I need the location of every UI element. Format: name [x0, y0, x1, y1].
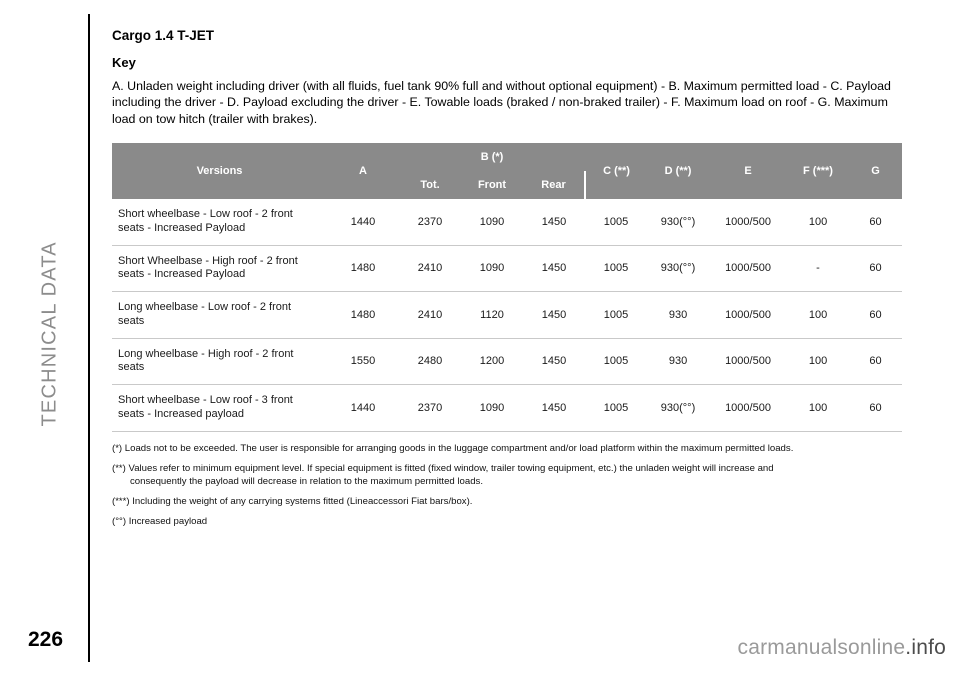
- header-b: B (*): [399, 143, 585, 171]
- watermark-suffix: .info: [905, 636, 946, 659]
- cell-d: 930: [647, 292, 709, 339]
- footnote-double-asterisk: [112, 462, 902, 490]
- table-body: [112, 199, 902, 431]
- header-b-tot: Tot.: [399, 171, 461, 199]
- cell-g: 60: [849, 199, 902, 245]
- cell-b-tot: 2370: [399, 385, 461, 432]
- table-footnotes: [112, 442, 902, 530]
- cell-b-rear: 1450: [523, 245, 585, 292]
- cell-c: 1005: [585, 245, 647, 292]
- table-row: [112, 245, 902, 292]
- cell-b-front: 1090: [461, 385, 523, 432]
- cell-b-tot: 2410: [399, 292, 461, 339]
- cell-g: 60: [849, 245, 902, 292]
- header-c: C (**): [585, 143, 647, 199]
- header-versions: Versions: [112, 143, 327, 199]
- cell-d: 930(°°): [647, 385, 709, 432]
- page-number: 226: [28, 628, 64, 651]
- cell-b-rear: 1450: [523, 385, 585, 432]
- cell-b-rear: 1450: [523, 338, 585, 385]
- footnote-triple-asterisk: (***) Including the weight of any carrying systems fitted (Lineaccessori Fiat bars/box).: [112, 496, 473, 508]
- cell-b-rear: 1450: [523, 292, 585, 339]
- cell-c: 1005: [585, 338, 647, 385]
- header-b-front: Front: [461, 171, 523, 199]
- cell-f: 100: [787, 199, 849, 245]
- table-row: [112, 385, 902, 432]
- cell-e: 1000/500: [709, 338, 787, 385]
- table-row: [112, 199, 902, 245]
- footnote-degree: (°°) Increased payload: [112, 516, 208, 528]
- cell-b-front: 1120: [461, 292, 523, 339]
- cell-b-front: 1090: [461, 245, 523, 292]
- cell-c: 1005: [585, 199, 647, 245]
- cell-d: 930: [647, 338, 709, 385]
- chapter-label: TECHNICAL DATA: [38, 241, 61, 427]
- cell-e: 1000/500: [709, 292, 787, 339]
- cell-a: 1480: [327, 245, 399, 292]
- table-row: [112, 292, 902, 339]
- cell-f: -: [787, 245, 849, 292]
- cell-b-rear: 1450: [523, 199, 585, 245]
- watermark-text: carmanualsonline: [737, 636, 906, 659]
- cell-g: 60: [849, 338, 902, 385]
- cell-a: 1440: [327, 199, 399, 245]
- cell-version: Short wheelbase - Low roof - 2 front seats - Increased Payload: [112, 199, 327, 245]
- cell-b-front: 1090: [461, 199, 523, 245]
- cell-b-tot: 2410: [399, 245, 461, 292]
- cell-a: 1550: [327, 338, 399, 385]
- cell-c: 1005: [585, 292, 647, 339]
- cell-d: 930(°°): [647, 245, 709, 292]
- table-row: [112, 338, 902, 385]
- cell-c: 1005: [585, 385, 647, 432]
- table-header: [112, 143, 902, 199]
- cell-f: 100: [787, 338, 849, 385]
- header-g: G: [849, 143, 902, 199]
- footnote-double-asterisk-line1: (**) Values refer to minimum equipment level. If special equipment is fitted (fixed window, trailer towing equipment, etc.) the unladen weight will increase and: [112, 462, 774, 474]
- cell-version: Short Wheelbase - High roof - 2 front seats - Increased Payload: [112, 245, 327, 292]
- header-b-rear: Rear: [523, 171, 585, 199]
- header-a: A: [327, 143, 399, 199]
- footnote-asterisk: (*) Loads not to be exceeded. The user is responsible for arranging goods in the luggage compartment and/or load platform within the maximum permitted loads.: [112, 442, 794, 454]
- cell-e: 1000/500: [709, 245, 787, 292]
- document-content: [112, 28, 902, 535]
- key-description: A. Unladen weight including driver (with all fluids, fuel tank 90% full and without optional equipment) - B. Maximum permitted load - C. Payload including the driver - D. Payload excluding the driver - E. Towable loads (braked / non-braked trailer) - F. Maximum load on roof - G. Maximum load on tow hitch (trailer with brakes).: [112, 79, 891, 126]
- cell-e: 1000/500: [709, 199, 787, 245]
- cell-b-tot: 2370: [399, 199, 461, 245]
- cell-b-front: 1200: [461, 338, 523, 385]
- page-title: Cargo 1.4 T-JET: [112, 28, 215, 43]
- header-d: D (**): [647, 143, 709, 199]
- cell-version: Short wheelbase - Low roof - 3 front seats - Increased payload: [112, 385, 327, 432]
- header-e: E: [709, 143, 787, 199]
- table-header-row-top: [112, 143, 902, 171]
- header-f: F (***): [787, 143, 849, 199]
- cell-g: 60: [849, 292, 902, 339]
- key-heading: Key: [112, 55, 136, 70]
- cell-a: 1480: [327, 292, 399, 339]
- cell-version: Long wheelbase - High roof - 2 front seats: [112, 338, 327, 385]
- cell-f: 100: [787, 385, 849, 432]
- cell-f: 100: [787, 292, 849, 339]
- cell-version: Long wheelbase - Low roof - 2 front seats: [112, 292, 327, 339]
- cell-g: 60: [849, 385, 902, 432]
- cell-a: 1440: [327, 385, 399, 432]
- cell-e: 1000/500: [709, 385, 787, 432]
- watermark: [738, 636, 947, 660]
- footnote-double-asterisk-line2: consequently the payload will decrease in relation to the maximum permitted loads.: [130, 476, 484, 488]
- cell-d: 930(°°): [647, 199, 709, 245]
- specifications-table: [112, 143, 902, 432]
- chapter-rule: [88, 14, 90, 662]
- cell-b-tot: 2480: [399, 338, 461, 385]
